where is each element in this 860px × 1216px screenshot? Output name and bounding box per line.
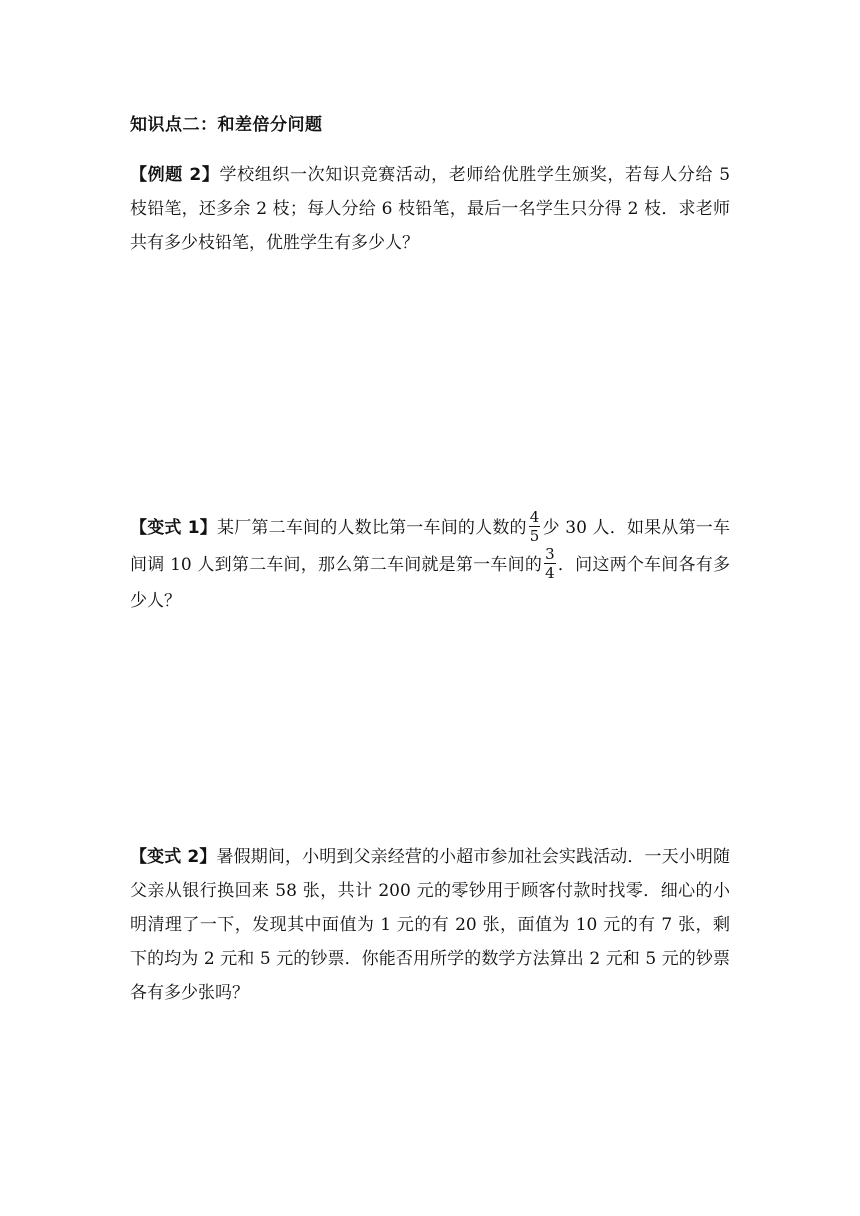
- section-heading: 知识点二：和差倍分问题: [130, 115, 323, 135]
- problem-text: 学校组织一次知识竞赛活动，老师给优胜学生颁奖，若每人分给 5 枝铅笔，还多余 2 枝；每人分给 6 枝铅笔，最后一名学生只分得 2 枝．求老师共有多少枝铅笔，优胜学生有多少人？: [130, 165, 731, 253]
- fraction-three-quarters: [544, 545, 556, 582]
- problem-tag: 【变式 2】: [130, 847, 217, 867]
- example-problem-2: [130, 158, 730, 260]
- problem-text-part-c: ．问这两个车间各有多少人？: [130, 555, 730, 611]
- variant-problem-2: [130, 840, 730, 1010]
- fraction-numerator: 4: [529, 508, 540, 526]
- problem-tag: 【变式 1】: [130, 518, 217, 538]
- fraction-denominator: 5: [529, 527, 540, 545]
- problem-text: 暑假期间，小明到父亲经营的小超市参加社会实践活动．一天小明随父亲从银行换回来 58 张，共计 200 元的零钞用于顾客付款时找零．细心的小明清理了一下，发现其中面值为 1 元的有 20 张，面值为 10 元的有 7 张，剩下的均为 2 元和 5 元的钞票．你能否用所学的数学方法算出 2 元和 5 元的钞票各有多少张吗？: [130, 847, 731, 1003]
- problem-text-part-b: 少 30 人．如果从第一车间调 10 人到第二车间，那么第二车间就是第一车间的: [130, 518, 730, 575]
- fraction-four-fifths: [529, 508, 541, 545]
- problem-tag: 【例题 2】: [130, 165, 220, 185]
- fraction-denominator: 4: [545, 564, 555, 582]
- fraction-numerator: 3: [545, 545, 555, 563]
- variant-problem-1: [130, 510, 730, 618]
- problem-text-part-a: 某厂第二车间的人数比第一车间的人数的: [217, 518, 527, 538]
